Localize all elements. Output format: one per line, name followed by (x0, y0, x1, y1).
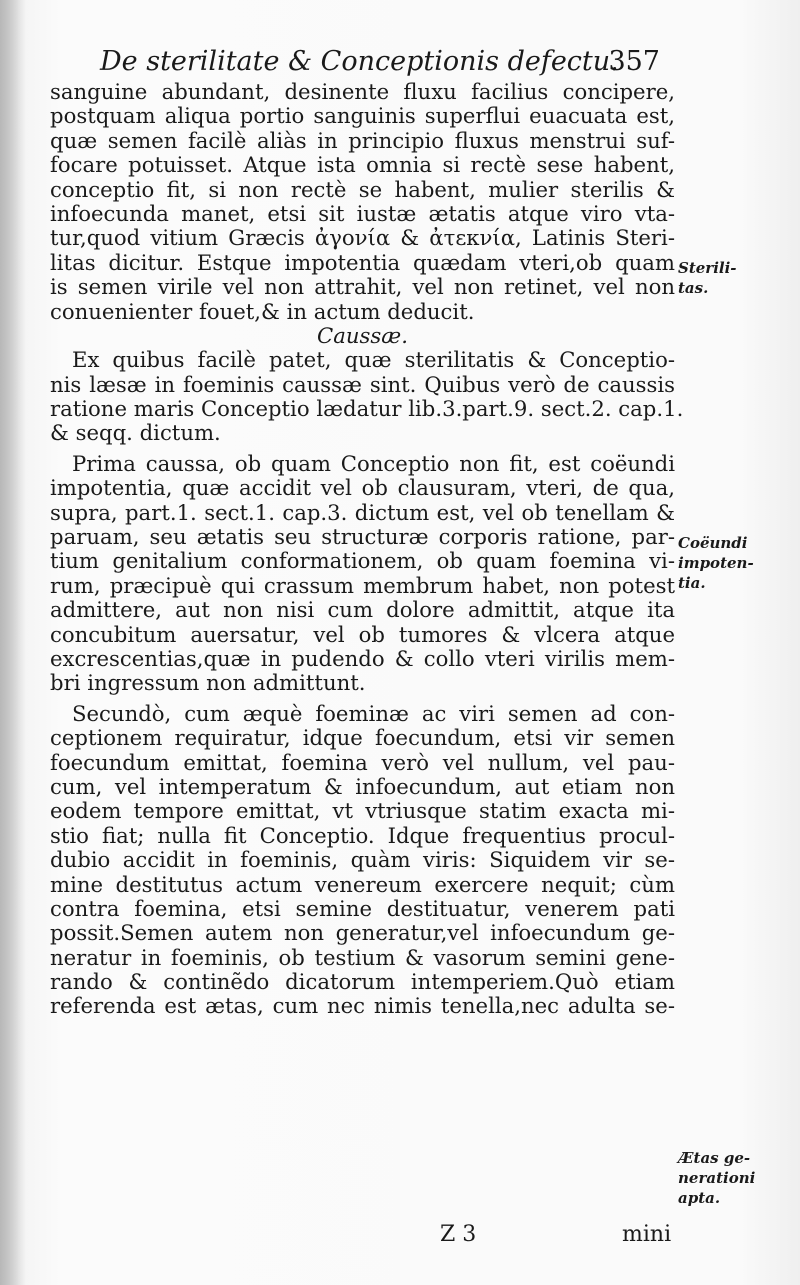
text-line: bri ingressum non admittunt. (50, 670, 366, 696)
text-line: dubio accidit in foeminis, quàm viris: Siquidem vir se- (50, 847, 675, 873)
text-line: Ex quibus facilè patet, quæ sterilitatis & Conceptio- (72, 347, 675, 373)
page-footer (0, 1222, 800, 1262)
margin-note-line: tia. (678, 574, 706, 592)
text-line: nis læsæ in foeminis caussæ sint. Quibus verò de caussis (50, 371, 675, 397)
text-line: foecundum emittat, foemina verò vel nullum, vel pau- (50, 749, 675, 775)
text-line: rando & continẽdo dicatorum intemperiem.Quò etiam (50, 969, 675, 995)
text-line: sanguine abundant, desinente fluxu facilius concipere, (50, 79, 675, 104)
margin-note-line: apta. (678, 1189, 721, 1207)
text-line: admittere, aut non nisi cum dolore admittit, atque ita (50, 597, 675, 623)
text-line: tur,quod vitium Græcis ἀγονία & ἀτεκνία, Latinis Steri- (50, 225, 675, 251)
text-line: cum, vel intemperatum & infoecundum, aut etiam non (50, 773, 675, 799)
text-line: mine destitutus actum venereum exercere nequit; cùm (50, 871, 675, 897)
margin-note-line: tas. (678, 279, 709, 297)
catchword: mini (622, 1222, 672, 1247)
margin-note-line: impoten- (678, 554, 754, 572)
page-number: 357 (608, 46, 660, 77)
margin-note-aetas (678, 1148, 798, 1208)
text-line: tium genitalium conformationem, ob quam foemina vi- (50, 548, 675, 574)
text-line: litas dicitur. Estque impotentia quædam vteri,ob quam (50, 249, 675, 275)
margin-note-line: Coëundi (678, 534, 748, 552)
text-line: rum, præcipuè qui crassum membrum habet, non potest (50, 572, 675, 598)
margin-note-sterilitas (678, 258, 798, 298)
text-line: focare potuisset. Atque ista omnia si rectè sese habent, (50, 152, 675, 178)
text-line: stio fiat; nulla fit Conceptio. Idque frequentius procul- (50, 822, 675, 848)
text-line: impotentia, quæ accidit vel ob clausuram, vteri, de qua, (50, 475, 675, 501)
text-line: neratur in foeminis, ob testium & vasorum semini gene- (50, 944, 675, 970)
margin-note-line: nerationi (678, 1169, 756, 1187)
text-line: ceptionem requiratur, idque foecundum, etsi vir semen (50, 725, 675, 751)
text-line: paruam, seu ætatis seu structuræ corporis ratione, par- (50, 524, 675, 550)
text-line: ratione maris Conceptio lædatur lib.3.part.9. sect.2. cap.1. (50, 396, 684, 422)
text-line: referenda est ætas, cum nec nimis tenella,nec adulta se- (50, 993, 675, 1019)
text-line: concubitum auersatur, vel ob tumores & vlcera atque (50, 621, 675, 647)
margin-note-line: Ætas ge- (678, 1149, 751, 1167)
section-heading: Caussæ. (317, 322, 408, 348)
text-line: contra foemina, etsi semine destituatur, venerem pati (50, 895, 675, 921)
signature-mark: Z 3 (440, 1222, 477, 1247)
text-line: is semen virile vel non attrahit, vel non retinet, vel non (50, 274, 675, 300)
text-line: supra, part.1. sect.1. cap.3. dictum est, vel ob tenellam & (50, 499, 675, 525)
text-line: possit.Semen autem non generatur,vel infoecundum ge- (50, 920, 675, 946)
text-line: Prima caussa, ob quam Conceptio non fit, est coëundi (72, 450, 675, 476)
text-line: infoecunda manet, etsi sit iustæ ætatis atque viro vta- (50, 200, 675, 226)
text-line: & seqq. dictum. (50, 420, 221, 446)
text-line: Secundò, cum æquè foeminæ ac viri semen ad con- (72, 700, 675, 726)
text-line: excrescentias,quæ in pudendo & collo vteri virilis mem- (50, 645, 675, 671)
text-line: conuenienter fouet,& in actum deducit. (50, 298, 475, 324)
margin-note-coeundi (678, 533, 798, 593)
margin-note-line: Sterili- (678, 259, 737, 277)
body-text (50, 79, 684, 1019)
running-header (100, 40, 660, 84)
text-line: quæ semen facilè aliàs in principio fluxus menstrui suf- (50, 127, 675, 153)
text-line: postquam aliqua portio sanguinis superflui euacuata est, (50, 103, 675, 129)
gutter-shadow (0, 0, 26, 1285)
text-line: conceptio fit, si non rectè se habent, mulier sterilis & (50, 176, 675, 202)
text-line: eodem tempore emittat, vt vtriusque statim exacta mi- (50, 798, 675, 824)
running-title: De sterilitate & Conceptionis defectu. (100, 46, 619, 77)
